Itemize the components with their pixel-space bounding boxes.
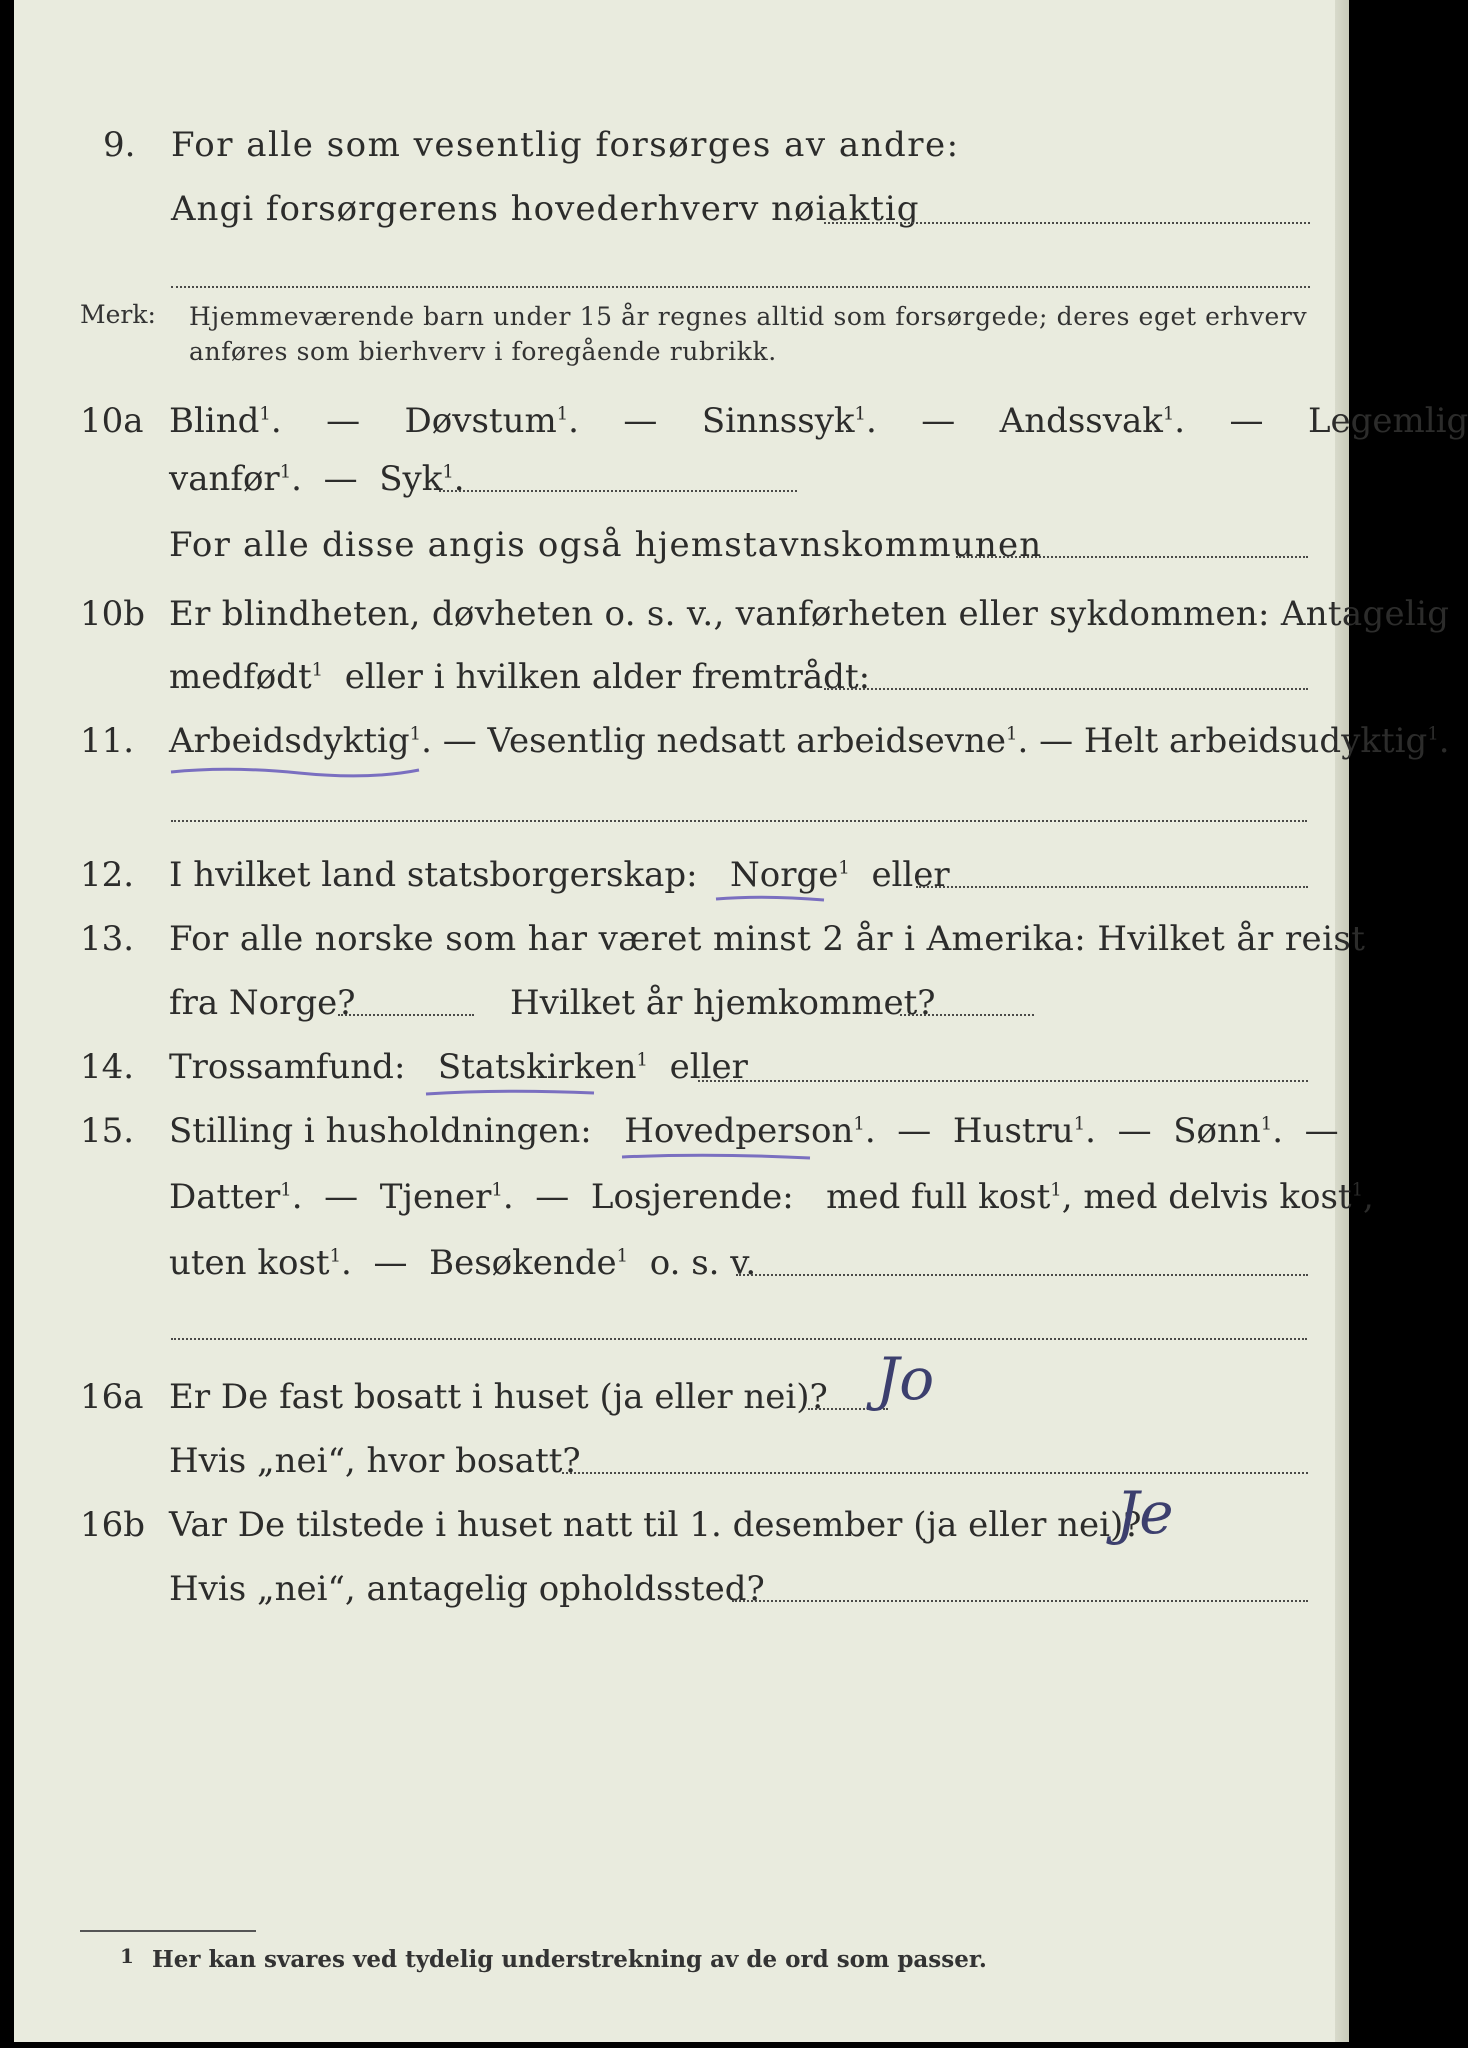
q11-handwritten-underline <box>169 762 429 782</box>
q13-fra-norge: fra Norge? <box>169 983 356 1023</box>
q10b-line2 <box>169 657 871 697</box>
q15-line2: Datter$^1$. — Tjener$^1$. — Losjerende: med full kost$^1$, med delvis kost$^1$, <box>169 1177 1374 1217</box>
merk-line2: anføres som bierhverv i foregående rubrikk. <box>189 337 777 366</box>
dash: — <box>897 1111 932 1151</box>
census-form-page <box>14 0 1468 2042</box>
q15-handwritten-underline <box>620 1150 820 1164</box>
q15-question: Stilling i husholdningen: <box>169 1111 592 1151</box>
q15-line3: uten kost$^1$. — Besøkende$^1$ o. s. v. <box>169 1243 757 1283</box>
q10a-syk-line <box>439 490 797 492</box>
footnote-ref: 1 <box>1162 403 1175 425</box>
q10a-syk: Syk <box>379 459 443 499</box>
q16b-line1: Var De tilstede i huset natt til 1. desember (ja eller nei)? <box>169 1505 1142 1545</box>
q16a-number: 16a <box>80 1377 144 1417</box>
q16a-handwritten-answer: Jo <box>876 1345 935 1413</box>
q10a-andssvak: Andssvak <box>999 401 1163 441</box>
q16a-line2: Hvis „nei“, hvor bosatt? <box>169 1441 581 1481</box>
q12-number: 12. <box>80 855 135 895</box>
q10b-answer-line <box>824 688 1308 690</box>
footnote-ref: 1 <box>556 403 569 425</box>
q15-hustru: Hustru <box>952 1111 1074 1151</box>
q11-line: Arbeidsdyktig$^1$. — Vesentlig nedsatt arbeidsevne$^1$. — Helt arbeidsudyktig$^1$. <box>169 721 1450 761</box>
q12-eller: eller <box>871 855 950 895</box>
footnote-ref: 1 <box>311 659 324 681</box>
q10b-alder: eller i hvilken alder fremtrådt: <box>344 657 871 697</box>
dash: — <box>373 1243 408 1283</box>
footnote-ref: 1 <box>636 1049 648 1071</box>
q15-tjener: Tjener <box>379 1177 492 1217</box>
q15-datter: Datter <box>169 1177 281 1217</box>
q11-number: 11. <box>80 721 135 761</box>
footnote-ref: 1 <box>329 1245 342 1267</box>
footnote-ref: 1 <box>1427 723 1439 745</box>
footnote-ref: 1 <box>838 857 850 879</box>
q11-nedsatt: Vesentlig nedsatt arbeidsevne <box>487 721 1007 761</box>
q16b-line2: Hvis „nei“, antagelig opholdssted? <box>169 1569 765 1609</box>
merk-label: Merk: <box>80 300 156 329</box>
q16b-opholdssted-line <box>732 1600 1308 1602</box>
footnote-ref: 1 <box>409 723 422 745</box>
dash: — <box>623 401 658 441</box>
q16a-bosatt-line <box>562 1472 1308 1474</box>
q14-answer-line <box>698 1080 1308 1082</box>
dash: — <box>1229 401 1264 441</box>
q9-answer-line <box>824 222 1310 224</box>
footnote-ref: 1 <box>280 1179 292 1201</box>
q13-reist-line <box>338 1014 474 1016</box>
q15-uten-kost: uten kost <box>169 1243 330 1283</box>
dash: — <box>323 459 358 499</box>
q14-handwritten-underline <box>424 1086 604 1100</box>
dash: — <box>1117 1111 1152 1151</box>
q15-sonn: Sønn <box>1173 1111 1261 1151</box>
q15-full-kost: med full kost <box>826 1177 1051 1217</box>
q14-question: Trossamfund: <box>169 1047 406 1087</box>
q15-number: 15. <box>80 1111 135 1151</box>
q12-handwritten-underline <box>714 892 834 906</box>
q9-answer-line-2 <box>171 286 1310 288</box>
footnote-ref: 1 <box>491 1179 503 1201</box>
q13-hjemkommet-line <box>900 1014 1034 1016</box>
dash: — <box>326 401 361 441</box>
q11-arbeidsdyktig: Arbeidsdyktig <box>169 721 410 761</box>
footnote-ref: 1 <box>616 1245 629 1267</box>
q9-number: 9. <box>103 125 136 165</box>
q12-question: I hvilket land statsborgerskap: <box>169 855 698 895</box>
footnote-ref: 1 <box>442 461 454 483</box>
footnote-ref: 1 <box>1260 1113 1273 1135</box>
q15-losjerende: Losjerende: <box>590 1177 794 1217</box>
q10a-legemlig: Legemlig <box>1307 401 1468 441</box>
dash: — <box>1039 721 1074 761</box>
q12-line <box>169 855 950 895</box>
footnote-rule <box>80 1930 256 1932</box>
q10a-line1: Blind$^1$. — Døvstum$^1$. — Sinnssyk$^1$. — Andssvak$^1$. — Legemlig <box>169 401 1468 441</box>
q10a-vanfor: vanfør <box>169 459 280 499</box>
q10a-sinnssyk: Sinnssyk <box>701 401 855 441</box>
dash: — <box>1304 1111 1339 1151</box>
q15-osv: o. s. v. <box>649 1243 757 1283</box>
q14-number: 14. <box>80 1047 135 1087</box>
q14-statskirken: Statskirken <box>437 1047 637 1087</box>
q15-answer-line-2 <box>171 1338 1307 1340</box>
footnote-mark: 1 <box>120 1944 134 1968</box>
q14-eller: eller <box>669 1047 748 1087</box>
q15-line1: Stilling i husholdningen: Hovedperson$^1$. — Hustru$^1$. — Sønn$^1$. — <box>169 1111 1339 1151</box>
q16a-line1: Er De fast bosatt i huset (ja eller nei)? <box>169 1377 828 1417</box>
footnote-ref: 1 <box>853 1113 865 1135</box>
q11-answer-line <box>171 820 1307 822</box>
q10a-line2: vanfør$^1$. — Syk$^1$. <box>169 459 465 499</box>
footnote-ref: 1 <box>854 403 866 425</box>
q10b-medfodt: medfødt <box>169 657 312 697</box>
q12-answer-line <box>916 886 1308 888</box>
q16b-number: 16b <box>80 1505 146 1545</box>
dash: — <box>442 721 477 761</box>
q15-hovedperson: Hovedperson <box>624 1111 854 1151</box>
q10a-hjemstavn-line <box>956 556 1308 558</box>
q16b-handwritten-answer: Je <box>1116 1479 1174 1547</box>
q12-norge: Norge <box>730 855 839 895</box>
q10b-number: 10b <box>80 594 146 634</box>
footnote-ref: 1 <box>1351 1179 1364 1201</box>
footnote-ref: 1 <box>1050 1179 1062 1201</box>
q13-number: 13. <box>80 919 135 959</box>
q11-udyktig: Helt arbeidsudyktig <box>1083 721 1428 761</box>
q13-hjemkommet: Hvilket år hjemkommet? <box>510 983 936 1023</box>
merk-line1: Hjemmeværende barn under 15 år regnes alltid som forsørgede; deres eget erhverv <box>189 302 1308 331</box>
q10a-line3: For alle disse angis også hjemstavnskommunen <box>169 525 1043 565</box>
q10a-blind: Blind <box>169 401 260 441</box>
q15-delvis-kost: med delvis kost <box>1083 1177 1352 1217</box>
dash: — <box>535 1177 570 1217</box>
q10a-dovstum: Døvstum <box>404 401 557 441</box>
footnote-ref: 1 <box>1006 723 1018 745</box>
dash: — <box>324 1177 359 1217</box>
dash: — <box>921 401 956 441</box>
footnote-text: Her kan svares ved tydelig understrekning av de ord som passer. <box>152 1946 987 1973</box>
footnote-ref: 1 <box>279 461 292 483</box>
q14-line <box>169 1047 748 1087</box>
footnote-ref: 1 <box>1073 1113 1086 1135</box>
footnote-ref: 1 <box>259 403 271 425</box>
q10a-number: 10a <box>80 401 144 441</box>
q9-line2: Angi forsørgerens hovederhverv nøiaktig <box>171 189 920 229</box>
q13-line1: For alle norske som har været minst 2 år i Amerika: Hvilket år reist <box>169 919 1366 959</box>
q15-besokende: Besøkende <box>429 1243 617 1283</box>
q9-line1: For alle som vesentlig forsørges av andre: <box>171 125 960 165</box>
page-edge <box>1335 0 1349 2042</box>
q15-answer-line <box>736 1274 1308 1276</box>
q10b-line1: Er blindheten, døvheten o. s. v., vanførheten eller sykdommen: Antagelig <box>169 594 1450 634</box>
